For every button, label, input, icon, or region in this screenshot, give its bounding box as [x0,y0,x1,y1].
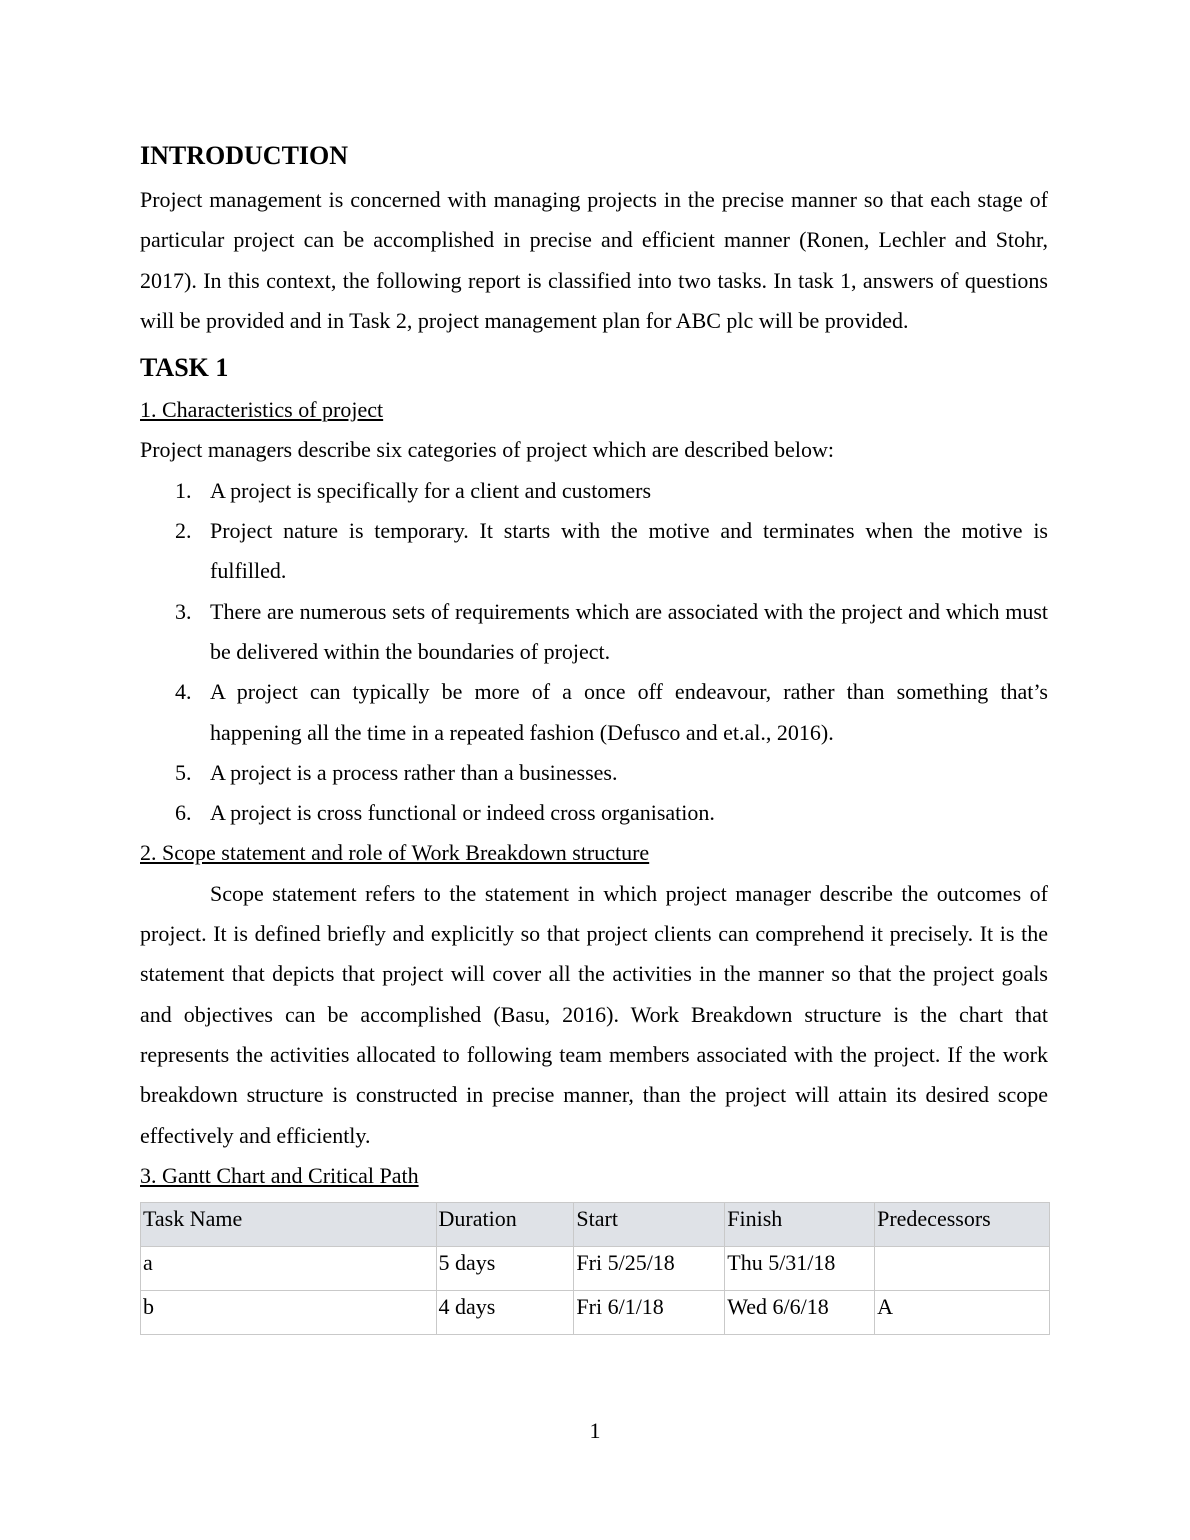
cell-task-name: a [141,1247,437,1291]
section1-lead: Project managers describe six categories of project which are described below: [140,437,834,463]
list-item [140,592,1048,673]
list-item-text: A project is cross functional or indeed cross organisation. [210,800,715,826]
cell-predecessors: A [875,1291,1050,1335]
cell-start: Fri 6/1/18 [574,1291,725,1335]
list-item [140,672,1048,753]
cell-duration: 5 days [436,1247,574,1291]
list-item-number: 2. [175,518,192,544]
list-item-text: There are numerous sets of requirements which are associated with the project and which must be delivered within the boundaries of project. [210,598,1048,664]
cell-start: Fri 5/25/18 [574,1247,725,1291]
list-item-number: 4. [175,679,192,705]
introduction-heading: INTRODUCTION [140,141,349,170]
list-item-number: 6. [175,800,192,826]
section3-title: 3. Gantt Chart and Critical Path [140,1162,419,1188]
cell-task-name: b [141,1291,437,1335]
cell-duration: 4 days [436,1291,574,1335]
section2-title: 2. Scope statement and role of Work Breakdown structure [140,840,650,866]
table-row [141,1247,1050,1291]
header-task-name: Task Name [141,1203,437,1247]
list-item [140,471,1048,511]
list-item [140,793,1048,833]
header-start: Start [574,1203,725,1247]
list-item-number: 1. [175,477,192,503]
table-row [141,1291,1050,1335]
cell-finish: Thu 5/31/18 [725,1247,875,1291]
task1-heading: TASK 1 [140,353,229,383]
table-header-row [141,1203,1050,1247]
list-item [140,753,1048,793]
header-duration: Duration [436,1203,574,1247]
list-item [140,511,1048,592]
page-content [140,138,1048,1335]
list-item-text: Project nature is temporary. It starts with the motive and terminates when the motive is fulfilled. [210,518,1048,584]
list-item-number: 5. [175,759,192,785]
list-item-text: A project is specifically for a client and customers [210,477,652,503]
section2-paragraph: Scope statement refers to the statement in which project manager describe the outcomes of project. It is defined briefly and explicitly so that project clients can comprehend it precisely. It is the statement that depicts that project will cover all the activities in the manner so that the project goals and objectives can be accomplished (Basu, 2016). Work Breakdown structure is the chart that represents the activities allocated to following team members associated with the project. If the work breakdown structure is constructed in precise manner, than the project will attain its desired scope effectively and efficiently. [140,880,1048,1148]
cell-predecessors [875,1247,1050,1291]
list-item-text: A project is a process rather than a businesses. [210,759,618,785]
header-predecessors: Predecessors [875,1203,1050,1247]
page-number: 1 [589,1418,601,1443]
list-item-number: 3. [175,598,192,624]
gantt-table [140,1202,1050,1335]
header-finish: Finish [725,1203,875,1247]
list-item-text: A project can typically be more of a once off endeavour, rather than something that’s happening all the time in a repeated fashion (Defusco and et.al., 2016). [210,679,1048,745]
characteristics-list [140,471,1048,834]
introduction-paragraph: Project management is concerned with managing projects in the precise manner so that each stage of particular project can be accomplished in precise and efficient manner (Ronen, Lechler and Stohr, 2017). In this context, the following report is classified into two tasks. In task 1, answers of questions will be provided and in Task 2, project management plan for ABC plc will be provided. [140,187,1048,333]
cell-finish: Wed 6/6/18 [725,1291,875,1335]
section1-title: 1. Characteristics of project [140,397,384,423]
